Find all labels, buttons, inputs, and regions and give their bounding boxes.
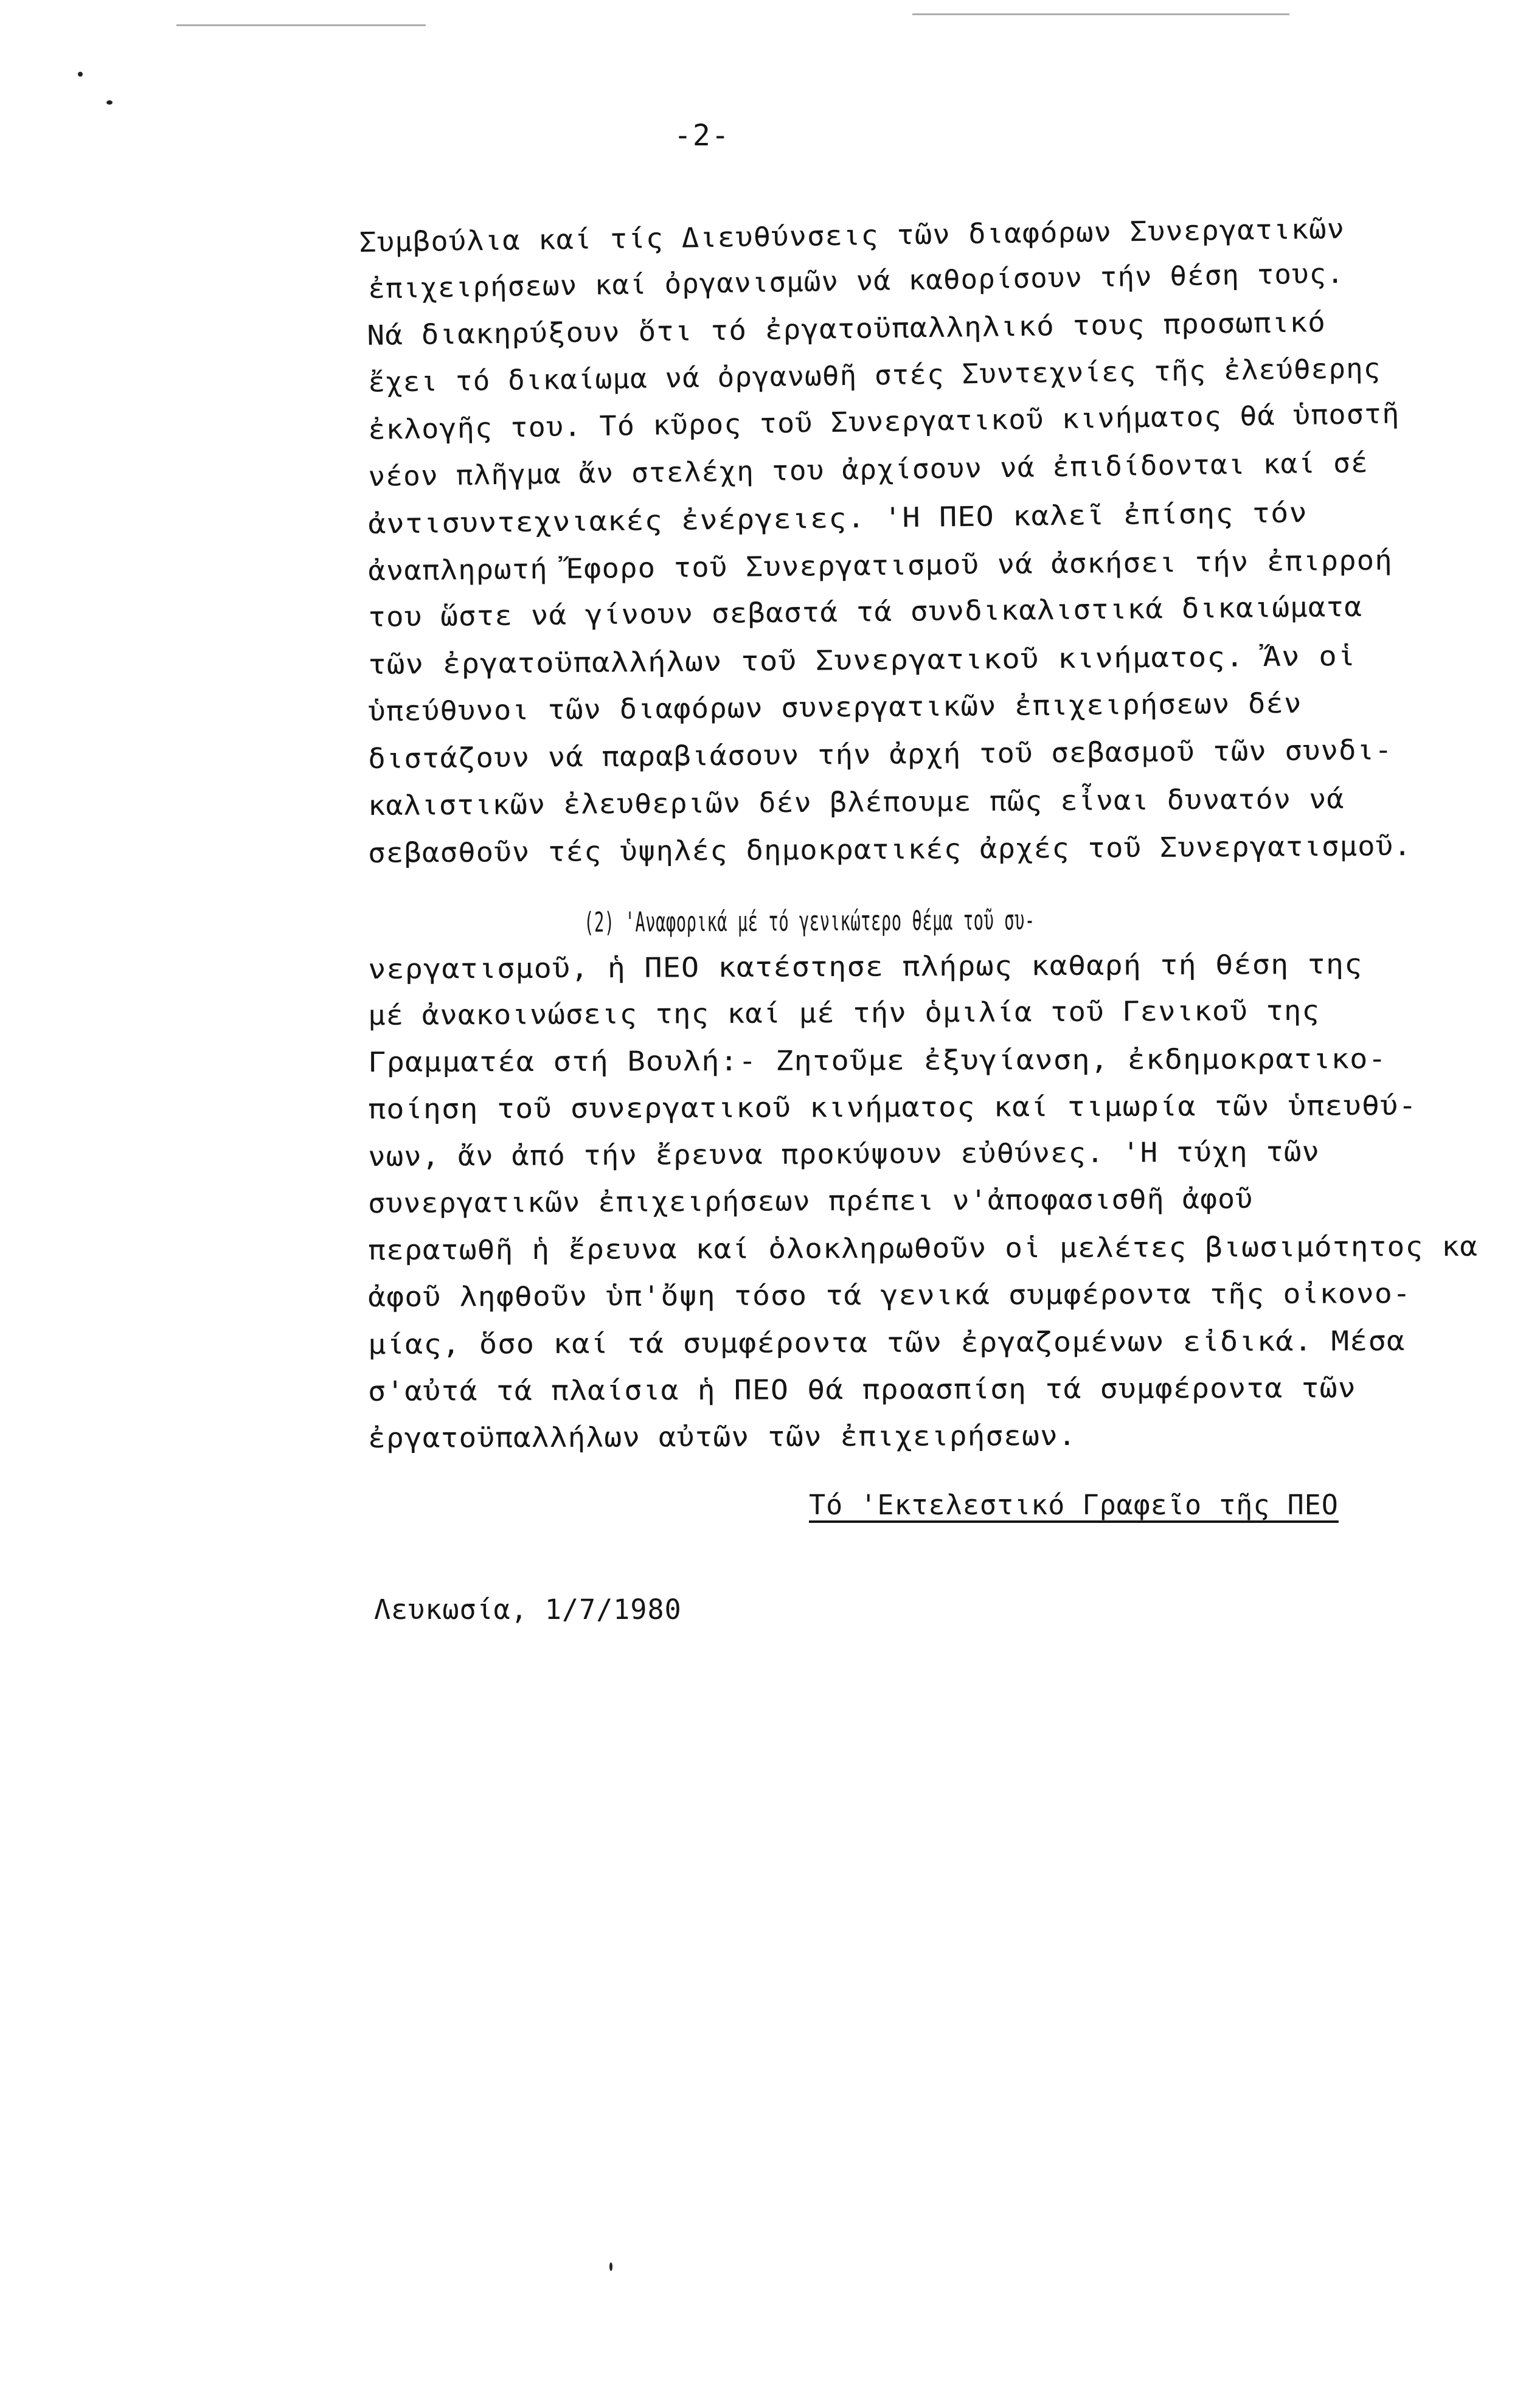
text-line: ὑπεύθυνοι τῶν διαφόρων συνεργατικῶν ἐπιχειρήσεων δέν	[368, 687, 1302, 727]
text-line: μίας, ὅσο καί τά συμφέροντα τῶν ἐργαζομένων εἰδικά. Μέσα	[368, 1325, 1406, 1360]
text-line: ἔχει τό δικαίωμα νά ὀργανωθῆ στές Συντεχνίες τῆς ἐλεύθερης	[368, 352, 1381, 398]
text-line: νέον πλῆγμα ἄν στελέχη του ἀρχίσουν νά ἐπιδίδονται καί σέ	[368, 446, 1369, 493]
text-line: ἐκλογῆς του. Τό κῦρος τοῦ Συνεργατικοῦ κινήματος θά ὑποστῆ	[368, 397, 1400, 446]
scan-artifact-top-right	[912, 13, 1289, 15]
scan-speck	[78, 72, 83, 77]
page-number: -2-	[674, 119, 730, 153]
text-line: Νά διακηρύξουν ὅτι τό ἐργατοϋπαλληλικό τους προσωπικό	[367, 305, 1327, 352]
text-line: ποίηση τοῦ συνεργατικοῦ κινήματος καί τιμωρία τῶν ὑπευθύ-	[368, 1089, 1417, 1125]
text-line: Γραμματέα στή Βουλή:- Ζητοῦμε ἐξυγίανση, ἐκδημοκρατικο-	[368, 1042, 1387, 1078]
text-line: ἐπιχειρήσεων καί ὀργανισμῶν νά καθορίσουν τήν θέση τους.	[368, 257, 1345, 305]
scan-speck	[609, 2262, 612, 2271]
text-line: ἀφοῦ ληφθοῦν ὑπ'ὄψη τόσο τά γενικά συμφέροντα τῆς οἰκονο-	[368, 1277, 1412, 1313]
text-line: του ὥστε νά γίνουν σεβαστά τά συνδικαλιστικά δικαιώματα	[368, 590, 1363, 633]
text-line: σ'αὐτά τά πλαίσια ἡ ΠΕΟ θά προασπίση τά συμφέροντα τῶν	[368, 1371, 1356, 1407]
scan-speck	[106, 100, 113, 105]
scan-artifact-top-left	[176, 24, 426, 26]
text-line: ἐργατοϋπαλλήλων αὐτῶν τῶν ἐπιχειρήσεων.	[368, 1419, 1077, 1454]
text-line: περατωθῆ ἡ ἔρευνα καί ὁλοκληρωθοῦν οἱ μελέτες βιωσιμότητος κα	[368, 1230, 1479, 1266]
text-line: (2) 'Αναφορικά μέ τό γενικώτερο θέμα τοῦ συ-	[584, 904, 1035, 938]
text-line: καλιστικῶν ἐλευθεριῶν δέν βλέπουμε πῶς εἶναι δυνατόν νά	[368, 782, 1345, 822]
text-line: μέ ἀνακοινώσεις της καί μέ τήν ὁμιλία τοῦ Γενικοῦ της	[368, 994, 1320, 1031]
text-line: Συμβούλια καί τίς Διευθύνσεις τῶν διαφόρων Συνεργατικῶν	[359, 212, 1345, 258]
text-line: ἀντισυντεχνιακές ἐνέργειες. 'Η ΠΕΟ καλεῖ ἐπίσης τόν	[368, 496, 1308, 540]
text-line: ἀναπληρωτή Ἔφορο τοῦ Συνεργατισμοῦ νά ἀσκήσει τήν ἐπιρροή	[368, 544, 1393, 587]
text-line: διστάζουν νά παραβιάσουν τήν ἀρχή τοῦ σεβασμοῦ τῶν συνδι-	[368, 733, 1393, 775]
date-line: Λευκωσία, 1/7/1980	[374, 1593, 682, 1626]
text-line: συνεργατικῶν ἐπιχειρήσεων πρέπει ν'ἀποφασισθῆ ἀφοῦ	[368, 1182, 1254, 1219]
text-line: τῶν ἐργατοϋπαλλήλων τοῦ Συνεργατικοῦ κινήματος. Ἄν οἱ	[368, 639, 1356, 681]
text-line: σεβασθοῦν τές ὑψηλές δημοκρατικές ἀρχές τοῦ Συνεργατισμοῦ.	[368, 830, 1412, 869]
text-line: νεργατισμοῦ, ἡ ΠΕΟ κατέστησε πλήρως καθαρή τή θέση της	[368, 948, 1363, 985]
signature-block: Τό 'Εκτελεστικό Γραφεῖο τῆς ΠΕΟ	[809, 1489, 1339, 1521]
text-line: νων, ἄν ἀπό τήν ἔρευνα προκύψουν εὐθύνες. 'Η τύχη τῶν	[368, 1135, 1320, 1173]
